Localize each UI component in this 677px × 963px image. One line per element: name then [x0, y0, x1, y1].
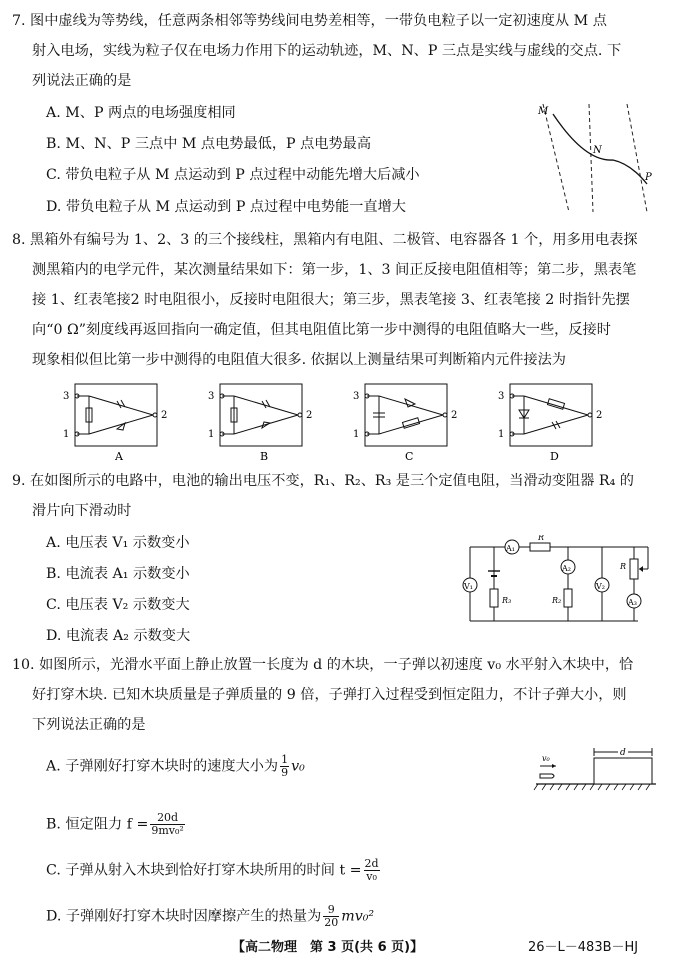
svg-text:R: R — [538, 535, 545, 542]
q8-choice-c: C — [405, 450, 414, 462]
svg-text:1: 1 — [498, 429, 505, 440]
q7-label-m: M — [538, 106, 549, 117]
svg-text:A₂: A₂ — [562, 564, 571, 573]
svg-text:R₂: R₂ — [552, 596, 562, 605]
q10-option-d: D. 子弹刚好打穿木块时因摩擦产生的热量为 $\frac{9}{20}$ mv₀² — [46, 903, 375, 929]
q10-stem-line-2: 好打穿木块. 已知木块质量是子弹质量的 9 倍，子弹打入过程受到恒定阻力，不计子弹大小，则 — [32, 687, 627, 703]
svg-text:1: 1 — [353, 429, 360, 440]
svg-text:V₂: V₂ — [596, 582, 605, 591]
svg-text:V₁: V₁ — [464, 582, 473, 591]
q7-label-p: P — [645, 172, 652, 183]
q7-field-figure — [535, 102, 665, 214]
q7-stem-line-1: 7. 图中虚线为等势线，任意两条相邻等势线间电势差相等，一带负电粒子以一定初速度从 M 点 — [12, 13, 607, 29]
q8-choice-d: D — [550, 450, 559, 462]
svg-text:A₃: A₃ — [628, 598, 637, 607]
svg-text:3: 3 — [63, 391, 70, 402]
q8-stem-line-1: 8. 黑箱外有编号为 1、2、3 的三个接线柱，黑箱内有电阻、二极管、电容器各 1 个，用多用电表探 — [12, 232, 638, 248]
q10-option-c-fraction: $\frac{2d}{\text{v₀}}$ — [364, 857, 379, 883]
svg-text:v₀: v₀ — [542, 754, 550, 763]
q8-stem-line-5: 现象相似但比第一步中测得的电阻值大很多. 依据以上测量结果可判断箱内元件接法为 — [32, 352, 566, 368]
svg-text:1: 1 — [208, 429, 215, 440]
q8-blackbox-d — [490, 380, 620, 462]
svg-text:2: 2 — [161, 410, 168, 421]
svg-text:3: 3 — [353, 391, 360, 402]
svg-text:R₃: R₃ — [502, 596, 512, 605]
svg-text:3: 3 — [498, 391, 505, 402]
q10-stem-line-1: 10. 如图所示，光滑水平面上静止放置一长度为 d 的木块，一子弹以初速度 v₀ 水平射入木块中，恰 — [12, 657, 634, 673]
q7-option-d: D. 带负电粒子从 M 点运动到 P 点过程中电势能一直增大 — [46, 199, 406, 215]
q8-choice-a: A — [115, 450, 123, 462]
q8-blackbox-a — [55, 380, 185, 462]
q8-stem-line-4: 向“0 Ω”刻度线再返回指向一确定值，但其电阻值比第一步中测得的电阻值略大一些，反接时 — [32, 322, 611, 338]
svg-text:2: 2 — [596, 410, 603, 421]
svg-text:2: 2 — [306, 410, 313, 421]
q9-option-d: D. 电流表 A₂ 示数变大 — [46, 628, 191, 644]
q7-option-c: C. 带负电粒子从 M 点运动到 P 点过程中动能先增大后减小 — [46, 167, 420, 183]
q7-option-a: A. M、P 两点的电场强度相同 — [46, 105, 236, 121]
q8-stem-line-2: 测黑箱内的电学元件，某次测量结果如下：第一步，1、3 间正反接电阻值相等；第二步，黑表笔 — [32, 262, 637, 278]
svg-text:3: 3 — [208, 391, 215, 402]
q8-choice-b: B — [260, 450, 269, 462]
q9-option-c: C. 电压表 V₂ 示数变大 — [46, 597, 190, 613]
svg-text:1: 1 — [63, 429, 70, 440]
q10-bullet-block-figure — [532, 746, 662, 798]
q9-circuit-figure — [458, 535, 658, 627]
q7-stem-line-2: 射入电场，实线为粒子仅在电场力作用下的运动轨迹，M、N、P 三点是实线与虚线的交点. 下 — [32, 43, 622, 59]
q8-blackbox-b — [200, 380, 330, 462]
q8-blackbox-c — [345, 380, 475, 462]
q7-option-b: B. M、N、P 三点中 M 点电势最低，P 点电势最高 — [46, 136, 372, 152]
q7-label-n: N — [593, 145, 602, 156]
q10-option-b: B. 恒定阻力 f = $\frac{20d}{\text{9mv₀²}}$ — [46, 811, 184, 837]
q10-option-d-fraction: $\frac{9}{20}$ — [324, 903, 339, 929]
q8-stem-line-3: 接 1、红表笔接2 时电阻很小，反接时电阻很大；第三步，黑表笔接 3、红表笔接 2 时指针先摆 — [32, 292, 630, 308]
page-footer-code: 26－L－483B－HJ — [528, 940, 639, 955]
svg-text:d: d — [620, 748, 626, 758]
svg-text:R: R — [620, 562, 627, 571]
q10-option-a-fraction: $\frac{1}{9}$ — [281, 753, 289, 779]
q10-option-c: C. 子弹从射入木块到恰好打穿木块所用的时间 t = $\frac{2d}{\text{v₀}}$ — [46, 857, 379, 883]
svg-text:2: 2 — [451, 410, 458, 421]
page-footer-title: 【高二物理 第 3 页(共 6 页)】 — [232, 940, 424, 955]
q10-option-a: A. 子弹刚好打穿木块时的速度大小为 $\frac{1}{9}$ v₀ — [46, 753, 305, 779]
q9-option-b: B. 电流表 A₁ 示数变小 — [46, 566, 190, 582]
q10-stem-line-3: 下列说法正确的是 — [32, 717, 146, 733]
q10-option-b-fraction: $\frac{20d}{\text{9mv₀²}}$ — [151, 811, 184, 837]
q9-stem-line-1: 9. 在如图所示的电路中，电池的输出电压不变，R₁、R₂、R₃ 是三个定值电阻，当滑动变阻器 R₄ 的 — [12, 473, 634, 489]
q7-stem-line-3: 列说法正确的是 — [32, 73, 132, 89]
svg-text:A₁: A₁ — [506, 544, 515, 553]
q9-stem-line-2: 滑片向下滑动时 — [32, 503, 132, 519]
q9-option-a: A. 电压表 V₁ 示数变小 — [46, 535, 190, 551]
